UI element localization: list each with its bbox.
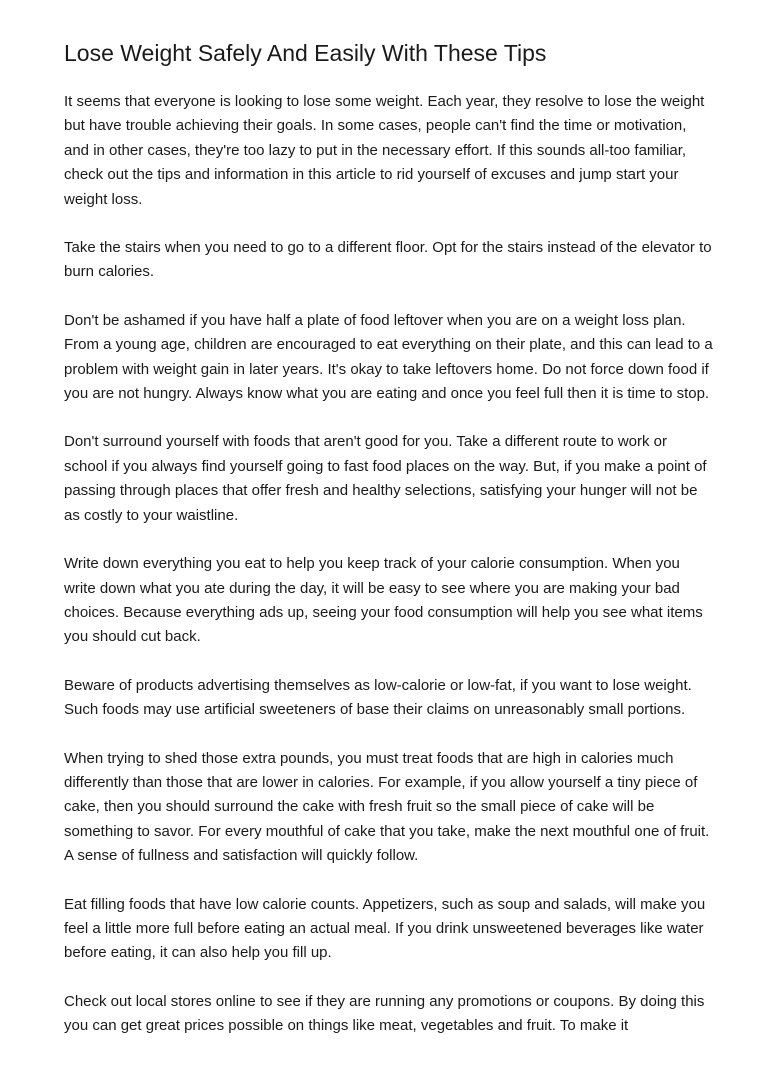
paragraph-4: Don't surround yourself with foods that aren't good for you. Take a different route to work or school if you always find yourself going to fast food places on the way. But, if you make a point of passing through places that offer fresh and healthy selections, satisfying your hunger will not be as costly to your waistline. (64, 433, 707, 524)
paragraph-2: Take the stairs when you need to go to a different floor. Opt for the stairs instead of the elevator to burn calories. (64, 239, 712, 281)
document-title: Lose Weight Safely And Easily With These Tips (64, 40, 547, 66)
document-page (64, 30, 714, 1063)
paragraph-5: Write down everything you eat to help you keep track of your calorie consumption. When you write down what you ate during the day, it will be easy to see where you are making your bad choices. Because everything ads up, seeing your food consumption will help you see what items you should cut back. (64, 555, 703, 646)
paragraph-7: When trying to shed those extra pounds, you must treat foods that are high in calories much differently than those that are lower in calories. For example, if you allow yourself a tiny piece of cake, then you should surround the cake with fresh fruit so the small piece of cake will be something to savor. For every mouthful of cake that you take, make the next mouthful one of fruit. A sense of fullness and satisfaction will quickly follow. (64, 749, 710, 865)
paragraph-3: Don't be ashamed if you have half a plate of food leftover when you are on a weight loss plan. From a young age, children are encouraged to eat everything on their plate, and this can lead to a problem with weight gain in later years. It's okay to take leftovers home. Do not force down food if you are not hungry. Always know what you are eating and once you feel full then it is time to stop. (64, 311, 713, 403)
paragraph-9: Check out local stores online to see if they are running any promotions or coupons. By doing this you can get great prices possible on things like meat, vegetables and fruit. To make it (64, 992, 705, 1035)
paragraph-1: It seems that everyone is looking to lose some weight. Each year, they resolve to lose the weight but have trouble achieving their goals. In some cases, people can't find the time or motivation, and in other cases, they're too lazy to put in the necessary effort. If this sounds all-too familiar, check out the tips and information in this article to rid yourself of excuses and jump start your weight loss. (64, 93, 705, 208)
paragraph-8: Eat filling foods that have low calorie counts. Appetizers, such as soup and salads, will make you feel a little more full before eating an actual meal. If you drink unsweetened beverages like water before eating, it can also help you fill up. (64, 895, 706, 962)
paragraph-6: Beware of products advertising themselves as low-calorie or low-fat, if you want to lose weight. Such foods may use artificial sweeteners of base their claims on unreasonably small portions. (64, 676, 692, 719)
